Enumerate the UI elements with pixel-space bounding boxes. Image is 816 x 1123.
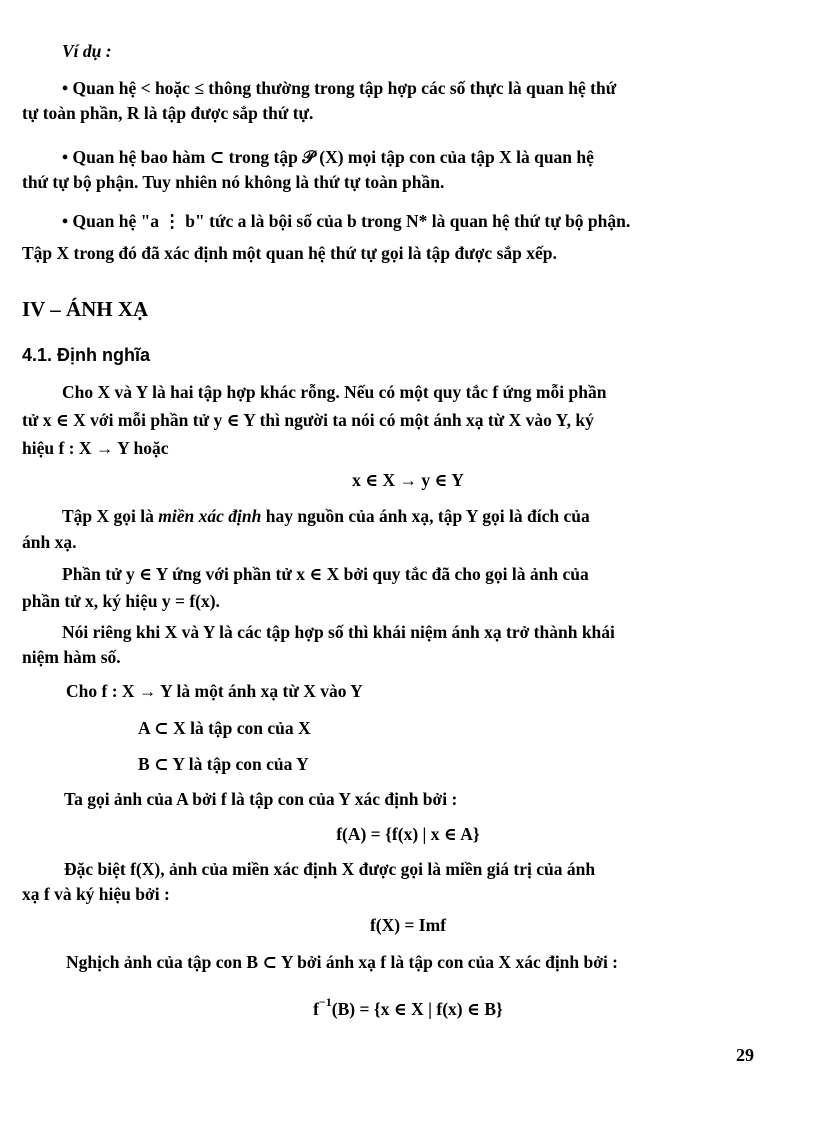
p2-text-post: hay nguồn của ánh xạ, tập Y gọi là đích của [261,506,590,526]
p2-text-pre: Tập X gọi là [62,506,159,526]
definition-p5-line-3: B ⊂ Y là tập con của Y [138,754,309,774]
formula-image-of-domain: f(X) = Imf [369,915,447,935]
definition-p1-line-2: tử x ∈ X với mỗi phần tử y ∈ Y thì người ta nói có một ánh xạ từ X vào Y, ký [22,410,594,430]
bullet-3-line-2: Tập X trong đó đã xác định một quan hệ thứ tự gọi là tập được sắp xếp. [22,243,557,263]
bullet-1-line-1 [62,80,616,98]
bullet-icon: • [62,78,69,98]
definition-p6-line-1: Ta gọi ảnh của A bởi f là tập con của Y xác định bởi : [64,789,458,809]
definition-p5-line-1: Cho f : X → Y là một ánh xạ từ X vào Y [66,681,363,701]
p2-text-italic: miền xác định [158,506,262,526]
definition-p2-line-2: ánh xạ. [22,532,77,552]
definition-p5-line-2: A ⊂ X là tập con của X [138,718,311,738]
formula-mapping: x ∈ X → y ∈ Y [352,470,464,490]
bullet-1-line-2: tự toàn phần, R là tập được sắp thứ tự. [22,103,314,123]
bullet-2-line-1 [62,149,594,167]
definition-p3-line-2: phần tử x, ký hiệu y = f(x). [22,591,220,611]
bullet-1-text: Quan hệ < hoặc ≤ thông thường trong tập hợp các số thực là quan hệ thứ [72,78,617,98]
bullet-icon: • [62,211,69,231]
bullet-3-text: Quan hệ "a ⋮ b" tức a là bội số của b trong N* là quan hệ thứ tự bộ phận. [72,211,631,231]
definition-p3-line-1: Phần tử y ∈ Y ứng với phần tử x ∈ X bởi quy tắc đã cho gọi là ảnh của [62,564,589,584]
definition-p1-line-1: Cho X và Y là hai tập hợp khác rỗng. Nếu có một quy tắc f ứng mỗi phần [62,382,607,402]
bullet-2-line-2: thứ tự bộ phận. Tuy nhiên nó không là thứ tự toàn phần. [22,172,445,192]
formula-preimage-rest: (B) = {x ∈ X | f(x) ∈ B} [331,998,503,1019]
section-heading: IV – ÁNH XẠ [22,297,149,321]
definition-p2-line-1 [62,508,590,526]
definition-p4-line-2: niệm hàm số. [22,647,121,667]
page-number: 29 [736,1045,754,1065]
subsection-heading: 4.1. Định nghĩa [22,345,151,365]
definition-p8-line-1: Nghịch ảnh của tập con B ⊂ Y bởi ánh xạ f là tập con của X xác định bởi : [66,952,619,972]
bullet-icon: • [62,147,69,167]
formula-preimage [0,995,816,1019]
bullet-2-text: Quan hệ bao hàm ⊂ trong tập 𝒫 (X) mọi tập con của tập X là quan hệ [72,147,594,167]
definition-p1-line-3: hiệu f : X → Y hoặc [22,438,169,458]
formula-image-of-set: f(A) = {f(x) | x ∈ A} [336,824,480,844]
definition-p4-line-1: Nói riêng khi X và Y là các tập hợp số thì khái niệm ánh xạ trở thành khái [62,622,615,642]
definition-p7-line-1: Đặc biệt f(X), ảnh của miền xác định X được gọi là miền giá trị của ánh [64,859,596,879]
bullet-3-line-1 [62,213,630,231]
formula-preimage-f: f [313,998,319,1019]
definition-p7-line-2: xạ f và ký hiệu bởi : [22,884,170,904]
formula-preimage-exponent: −1 [318,995,332,1009]
example-label: Ví dụ : [62,41,112,61]
